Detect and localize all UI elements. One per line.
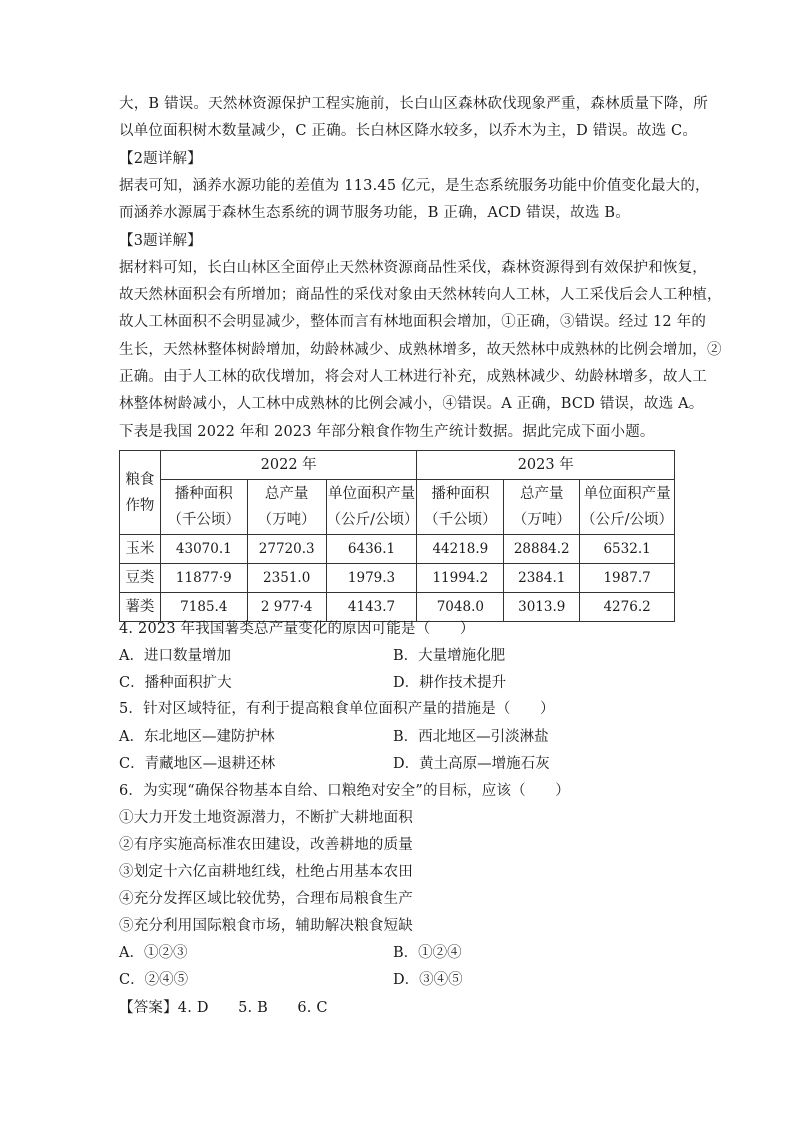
column-header: 单位面积产量 （公斤/公顷） [580, 480, 675, 535]
paragraph-line: 而涵养水源属于森林生态系统的调节服务功能，B 正确，ACD 错误，故选 B。 [119, 205, 630, 221]
value-cell: 2 977·4 [247, 593, 326, 622]
paragraph-line: 故天然林面积会有所增加；商品性的采伐对象由天然林转向人工林，人工采伐后会人工种植， [119, 287, 722, 303]
q4-option-d: D．耕作技术提升 [393, 675, 507, 691]
question-6-stem: 6．为实现“确保谷物基本自给、口粮绝对安全”的目标，应该（ ） [119, 783, 570, 799]
question-4-stem: 4. 2023 年我国薯类总产量变化的原因可能是（ ） [119, 621, 475, 637]
value-cell: 6436.1 [326, 535, 417, 564]
section-heading-q2: 【2题详解】 [119, 151, 202, 167]
paragraph-line: 林整体树龄减小，人工林中成熟林的比例会减小，④错误。A 正确，BCD 错误，故选 A。 [119, 396, 704, 412]
q5-option-a: A．东北地区—建防护林 [119, 729, 275, 745]
paragraph-line: 生长，天然林整体树龄增加，幼龄林减少、成熟林增多，故天然林中成熟林的比例会增加，② [119, 342, 722, 358]
corner-header-cell [120, 451, 161, 535]
q6-statement: ④充分发挥区域比较优势，合理布局粮食生产 [119, 891, 413, 907]
value-cell: 28884.2 [504, 535, 580, 564]
crop-name: 豆类 [120, 564, 161, 593]
question-5-stem: 5．针对区域特征，有利于提高粮食单位面积产量的措施是（ ） [119, 701, 555, 717]
q4-option-a: A．进口数量增加 [119, 648, 231, 664]
answer-line: 【答案】4. D 5. B 6. C [119, 1000, 328, 1016]
q6-option-a: A．①②③ [119, 945, 188, 961]
crop-name: 玉米 [120, 535, 161, 564]
value-cell: 27720.3 [247, 535, 326, 564]
value-cell: 2384.1 [504, 564, 580, 593]
paragraph-line: 大，B 错误。天然林资源保护工程实施前，长白山区森林砍伐现象严重，森林质量下降，所 [119, 96, 708, 112]
paragraph-line: 正确。由于人工林的砍伐增加，将会对人工林进行补充，成熟林减少、幼龄林增多，故人工 [119, 369, 707, 385]
value-cell: 7185.4 [160, 593, 247, 622]
corner-header-line: 作物 [125, 497, 155, 514]
q5-option-d: D．黄土高原—增施石灰 [393, 756, 550, 772]
value-cell: 3013.9 [504, 593, 580, 622]
value-cell: 43070.1 [160, 535, 247, 564]
q5-option-c: C．青藏地区—退耕还林 [119, 756, 276, 772]
table-intro: 下表是我国 2022 年和 2023 年部分粮食作物生产统计数据。据此完成下面小题。 [119, 424, 655, 440]
value-cell: 11994.2 [417, 564, 504, 593]
column-header: 单位面积产量 （公斤/公顷） [326, 480, 417, 535]
q6-option-d: D．③④⑤ [393, 972, 463, 988]
value-cell: 4276.2 [580, 593, 675, 622]
paragraph-line: 据材料可知，长白山林区全面停止天然林资源商品性采伐，森林资源得到有效保护和恢复， [119, 260, 707, 276]
q6-option-b: B．①②④ [393, 945, 462, 961]
paragraph-line: 以单位面积树木数量减少，C 正确。长白林区降水较多，以乔木为主，D 错误。故选 C。 [119, 123, 698, 139]
value-cell: 1987.7 [580, 564, 675, 593]
column-header: 播种面积 （千公顷） [160, 480, 247, 535]
table-row [120, 593, 675, 622]
value-cell: 1979.3 [326, 564, 417, 593]
q6-statement: ⑤充分利用国际粮食市场，辅助解决粮食短缺 [119, 918, 413, 934]
q5-option-b: B．西北地区—引淡淋盐 [393, 729, 549, 745]
table-row [120, 535, 675, 564]
year-header-2022: 2022 年 [160, 451, 417, 480]
value-cell: 7048.0 [417, 593, 504, 622]
crop-name: 薯类 [120, 593, 161, 622]
value-cell: 4143.7 [326, 593, 417, 622]
q6-statement: ②有序实施高标准农田建设，改善耕地的质量 [119, 837, 413, 853]
q4-option-b: B．大量增施化肥 [393, 648, 506, 664]
corner-header-line: 粮食 [125, 471, 155, 488]
value-cell: 2351.0 [247, 564, 326, 593]
column-header: 总产量 （万吨） [504, 480, 580, 535]
q4-option-c: C．播种面积扩大 [119, 675, 232, 691]
column-header: 总产量 （万吨） [247, 480, 326, 535]
value-cell: 44218.9 [417, 535, 504, 564]
table-row [120, 564, 675, 593]
paragraph-line: 据表可知，涵养水源功能的差值为 113.45 亿元，是生态系统服务功能中价值变化最大的， [119, 178, 710, 194]
column-header: 播种面积 （千公顷） [417, 480, 504, 535]
q6-statement: ③划定十六亿亩耕地红线，杜绝占用基本农田 [119, 864, 413, 880]
value-cell: 6532.1 [580, 535, 675, 564]
value-cell: 11877·9 [160, 564, 247, 593]
q6-statement: ①大力开发土地资源潜力，不断扩大耕地面积 [119, 810, 413, 826]
q6-option-c: C．②④⑤ [119, 972, 189, 988]
year-header-2023: 2023 年 [417, 451, 675, 480]
grain-production-table [119, 450, 675, 622]
paragraph-line: 故人工林面积不会明显减少，整体而言有林地面积会增加，①正确，③错误。经过 12 年的 [119, 314, 707, 330]
section-heading-q3: 【3题详解】 [119, 233, 202, 249]
